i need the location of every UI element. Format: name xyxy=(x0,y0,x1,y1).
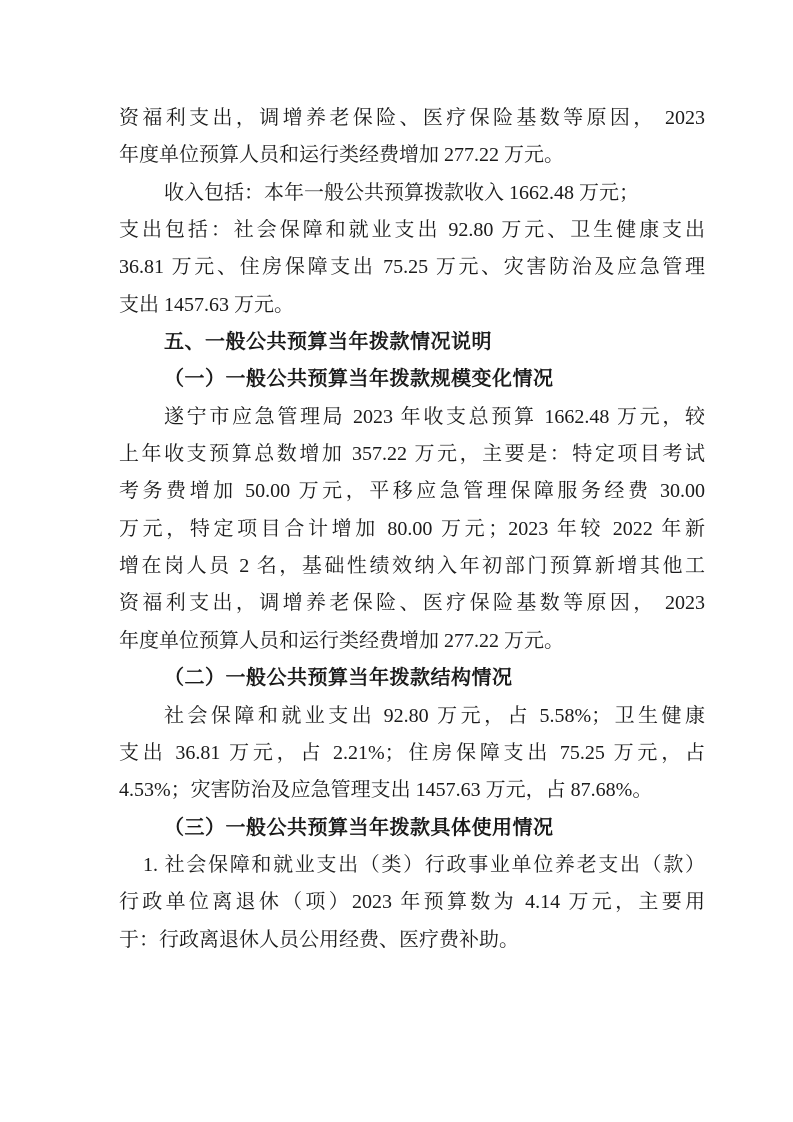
text-line: 支出 36.81 万元，占 2.21%；住房保障支出 75.25 万元，占 xyxy=(119,741,705,764)
text-line: 行政单位离退休（项）2023 年预算数为 4.14 万元，主要用 xyxy=(119,891,705,914)
heading-line: 五、一般公共预算当年拨款情况说明 xyxy=(164,331,492,354)
paragraph xyxy=(119,399,705,660)
heading-line: （一）一般公共预算当年拨款规模变化情况 xyxy=(164,368,554,391)
text-line: 增在岗人员 2 名，基础性绩效纳入年初部门预算新增其他工 xyxy=(119,555,705,578)
paragraph xyxy=(119,847,705,959)
paragraph xyxy=(119,175,705,324)
text-line: 收入包括：本年一般公共预算拨款收入 1662.48 万元； xyxy=(164,181,639,204)
paragraph xyxy=(119,100,705,175)
text-line: 社会保障和就业支出 92.80 万元，占 5.58%；卫生健康 xyxy=(164,704,705,727)
text-line: 36.81 万元、住房保障支出 75.25 万元、灾害防治及应急管理 xyxy=(119,256,705,279)
section-heading xyxy=(119,810,705,847)
text-line: 遂宁市应急管理局 2023 年收支总预算 1662.48 万元，较 xyxy=(164,405,705,428)
text-line: 资福利支出，调增养老保险、医疗保险基数等原因， 2023 xyxy=(119,107,705,129)
text-line: 支出包括：社会保障和就业支出 92.80 万元、卫生健康支出 xyxy=(119,219,705,242)
text-line: 年度单位预算人员和运行类经费增加 277.22 万元。 xyxy=(119,629,564,652)
document-body xyxy=(119,100,705,959)
text-line: 于：行政离退休人员公用经费、医疗费补助。 xyxy=(119,928,519,951)
text-line: 考务费增加 50.00 万元，平移应急管理保障服务经费 30.00 xyxy=(119,480,705,503)
text-line: 支出 1457.63 万元。 xyxy=(119,293,294,316)
section-heading xyxy=(119,660,705,697)
section-heading xyxy=(119,324,705,361)
paragraph xyxy=(119,698,705,810)
text-line: 资福利支出，调增养老保险、医疗保险基数等原因， 2023 xyxy=(119,592,705,615)
text-line: 年度单位预算人员和运行类经费增加 277.22 万元。 xyxy=(119,144,564,167)
section-heading xyxy=(119,361,705,398)
heading-line: （三）一般公共预算当年拨款具体使用情况 xyxy=(164,816,554,839)
text-line: 4.53%；灾害防治及应急管理支出 1457.63 万元，占 87.68%。 xyxy=(119,779,653,802)
text-line: 上年收支预算总数增加 357.22 万元，主要是：特定项目考试 xyxy=(119,443,705,466)
text-line: 1. 社会保障和就业支出（类）行政事业单位养老支出（款） xyxy=(143,853,705,876)
text-line: 万元，特定项目合计增加 80.00 万元；2023 年较 2022 年新 xyxy=(119,517,705,540)
heading-line: （二）一般公共预算当年拨款结构情况 xyxy=(164,667,513,690)
